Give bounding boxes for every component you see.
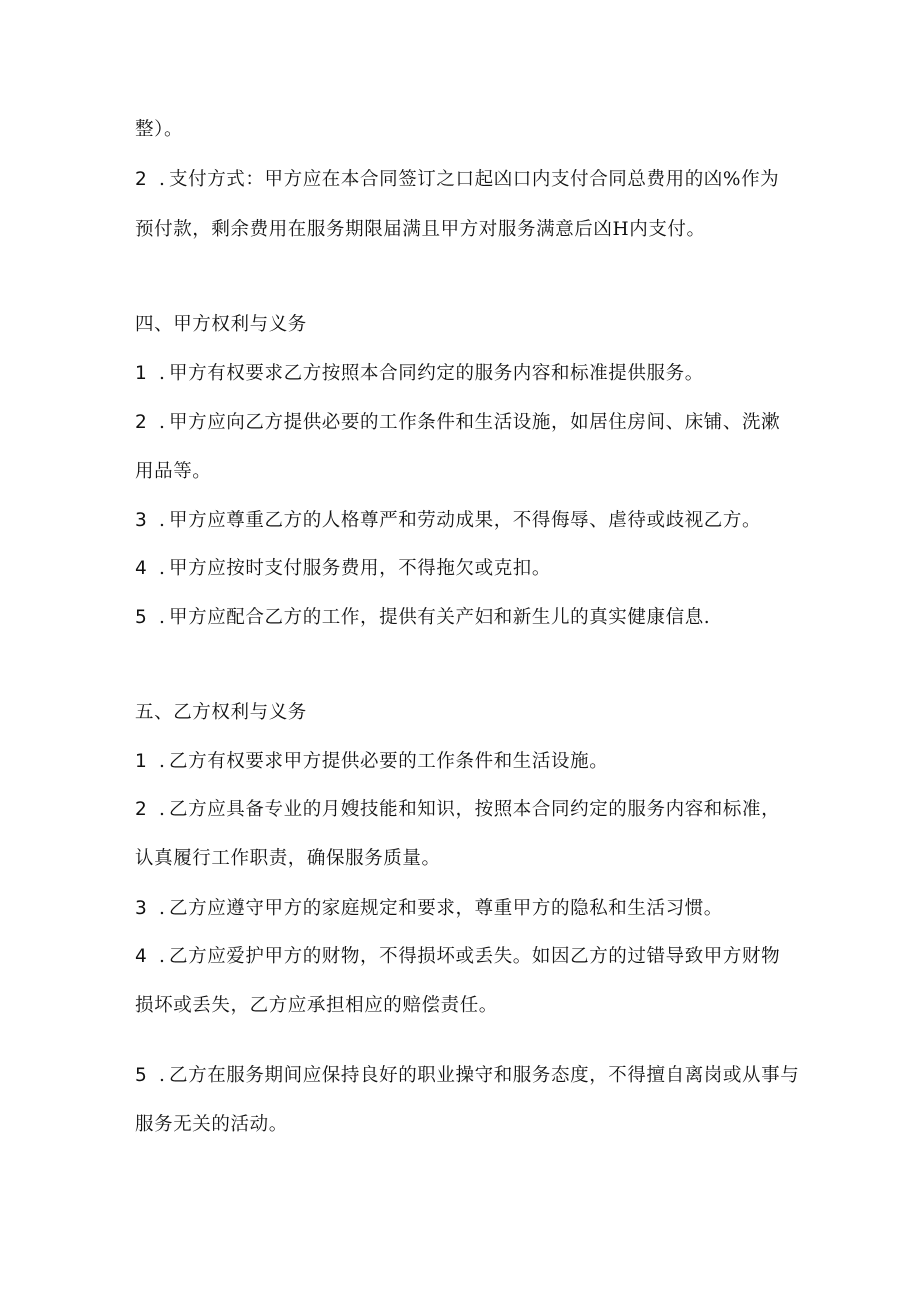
list-item-number: 5 <box>135 1065 148 1086</box>
list-item-text: 预付款，剩余费用在服务期限届满且甲方对服务满意后凶H内支付。 <box>135 219 706 240</box>
list-item-number: 2 <box>135 799 148 820</box>
list-separator: . <box>159 363 166 384</box>
section-heading-text: 五、乙方权利与义务 <box>135 702 307 723</box>
list-item-text: 甲方应向乙方提供必要的工作条件和生活设施，如居住房间、床铺、洗漱 <box>169 412 781 433</box>
list-item <box>135 411 780 435</box>
list-item <box>135 168 779 192</box>
list-item-number: 1 <box>135 363 148 384</box>
section-heading <box>135 313 307 337</box>
list-item-text: 用品等。 <box>135 461 212 482</box>
list-item-text: 乙方有权要求甲方提供必要的工作条件和生活设施。 <box>169 751 609 772</box>
list-separator: . <box>159 169 166 190</box>
list-item-text: 服务无关的活动。 <box>135 1114 288 1135</box>
list-item <box>135 897 723 921</box>
list-item <box>135 557 551 581</box>
list-item-continuation <box>135 847 441 871</box>
list-item <box>135 798 780 822</box>
list-item-text: 甲方应尊重乙方的人格尊严和劳动成果，不得侮辱、虐待或歧视乙方。 <box>169 510 762 531</box>
list-item-number: 5 <box>135 607 148 628</box>
list-item <box>135 1064 799 1088</box>
list-item-text: 甲方应按时支付服务费用，不得拖欠或克扣。 <box>169 558 552 579</box>
list-item-text: 乙方应遵守甲方的家庭规定和要求，尊重甲方的隐私和生活习惯。 <box>169 898 723 919</box>
list-item-text: 乙方应具备专业的月嫂技能和知识，按照本合同约定的服务内容和标准， <box>169 799 781 820</box>
list-item <box>135 750 608 774</box>
list-item-continuation <box>135 1113 288 1137</box>
list-item-text: 乙方在服务期间应保持良好的职业操守和服务态度，不得擅自离岗或从事与 <box>169 1065 800 1086</box>
list-item <box>135 362 704 386</box>
list-item-text: 损坏或丢失，乙方应承担相应的赔偿责任。 <box>135 995 498 1016</box>
list-separator: . <box>159 799 166 820</box>
list-item-number: 2 <box>135 169 148 190</box>
list-separator: . <box>159 558 166 579</box>
list-item-number: 1 <box>135 751 148 772</box>
list-item-continuation <box>135 994 498 1018</box>
list-separator: . <box>159 1065 166 1086</box>
list-item-continuation <box>135 460 211 484</box>
list-item-number: 3 <box>135 510 148 531</box>
list-item-number: 4 <box>135 558 148 579</box>
section-heading-text: 四、甲方权利与义务 <box>135 314 307 335</box>
list-separator: . <box>159 412 166 433</box>
list-item-number: 2 <box>135 412 148 433</box>
list-item-number: 3 <box>135 898 148 919</box>
list-item-text: 甲方有权要求乙方按照本合同约定的服务内容和标准提供服务。 <box>169 363 704 384</box>
list-item <box>135 606 710 630</box>
paragraph-continuation <box>135 118 183 142</box>
list-separator: . <box>159 946 166 967</box>
list-item-number: 4 <box>135 946 148 967</box>
list-separator: . <box>159 510 166 531</box>
list-item-text: 乙方应爱护甲方的财物，不得损坏或丢失。如因乙方的过错导致甲方财物 <box>169 946 781 967</box>
list-item-text: 甲方应配合乙方的工作，提供有关产妇和新生儿的真实健康信息. <box>169 607 711 628</box>
list-item <box>135 509 761 533</box>
list-item-text: 认真履行工作职责，确保服务质量。 <box>135 848 441 869</box>
list-separator: . <box>159 751 166 772</box>
list-item <box>135 945 780 969</box>
list-item-continuation <box>135 218 706 242</box>
list-separator: . <box>159 607 166 628</box>
list-separator: . <box>159 898 166 919</box>
list-item-text: 支付方式：甲方应在本合同签订之口起凶口内支付合同总费用的凶%作为 <box>169 169 780 190</box>
paragraph-text: 整）。 <box>135 119 184 140</box>
section-heading <box>135 701 307 725</box>
